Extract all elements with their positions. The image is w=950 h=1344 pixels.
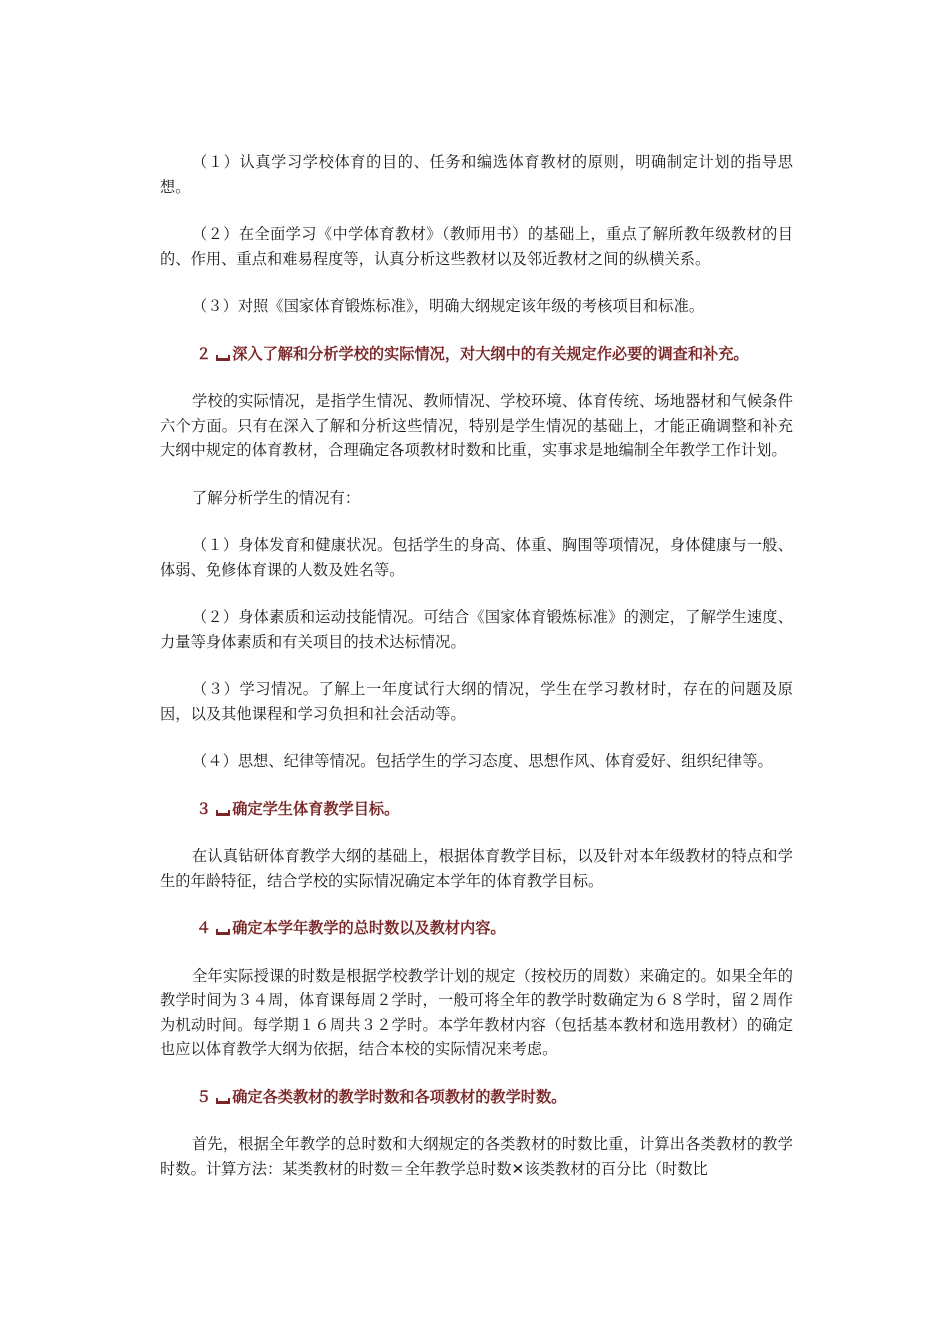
section-heading-3 [160, 797, 793, 822]
paragraph-6: （１）身体发育和健康状况。包括学生的身高、体重、胸围等项情况，身体健康与一般、体弱、免修体育课的人数及姓名等。 [160, 536, 793, 579]
section-number: ５ [196, 1087, 212, 1106]
paragraph-4: 学校的实际情况，是指学生情况、教师情况、学校环境、体育传统、场地器材和气候条件六个方面。只有在深入了解和分析这些情况，特别是学生情况的基础上，才能正确调整和补充大纲中规定的体育教材，合理确定各项教材时数和比重，实事求是地编制全年教学工作计划。 [160, 392, 793, 459]
paragraph-3: （３）对照《国家体育锻炼标准》，明确大纲规定该年级的考核项目和标准。 [192, 297, 705, 315]
paragraph-9: （４）思想、纪律等情况。包括学生的学习态度、思想作风、体育爱好、组织纪律等。 [192, 752, 773, 770]
bullet-mark-icon [216, 1098, 230, 1104]
section-heading-4 [160, 916, 793, 941]
paragraph-8: （３）学习情况。了解上一年度试行大纲的情况，学生在学习教材时，存在的问题及原因，以及其他课程和学习负担和社会活动等。 [160, 680, 793, 723]
paragraph-2: （２）在全面学习《中学体育教材》（教师用书）的基础上，重点了解所教年级教材的目的、作用、重点和难易程度等，认真分析这些教材以及邻近教材之间的纵横关系。 [160, 225, 793, 268]
section-title: 确定各类教材的教学时数和各项教材的教学时数。 [232, 1087, 567, 1106]
document-body [160, 150, 793, 1204]
paragraph-12: 首先，根据全年教学的总时数和大纲规定的各类教材的时数比重，计算出各类教材的教学时数。计算方法：某类教材的时数＝全年教学总时数✕该类教材的百分比（时数比 [160, 1135, 793, 1178]
bullet-mark-icon [216, 810, 230, 816]
bullet-mark-icon [216, 355, 230, 361]
section-heading-2 [160, 342, 793, 367]
paragraph-10: 在认真钻研体育教学大纲的基础上，根据体育教学目标，以及针对本年级教材的特点和学生的年龄特征，结合学校的实际情况确定本学年的体育教学目标。 [160, 847, 793, 890]
section-title: 确定学生体育教学目标。 [232, 799, 400, 818]
section-heading-5 [160, 1085, 793, 1110]
paragraph-1: （１）认真学习学校体育的目的、任务和编选体育教材的原则，明确制定计划的指导思想。 [160, 153, 793, 196]
paragraph-11: 全年实际授课的时数是根据学校教学计划的规定（按校历的周数）来确定的。如果全年的教学时间为３４周，体育课每周２学时，一般可将全年的教学时数确定为６８学时，留２周作为机动时间。每学期１６周共３２学时。本学年教材内容（包括基本教材和选用教材）的确定也应以体育教学大纲为依据，结合本校的实际情况来考虑。 [160, 966, 793, 1058]
section-title: 确定本学年教学的总时数以及教材内容。 [232, 919, 506, 937]
bullet-mark-icon [216, 929, 230, 935]
section-number: ３ [196, 799, 212, 818]
section-title: 深入了解和分析学校的实际情况，对大纲中的有关规定作必要的调查和补充。 [232, 344, 749, 363]
section-number: ４ [196, 919, 212, 937]
section-number: ２ [196, 344, 212, 363]
paragraph-5: 了解分析学生的情况有： [192, 488, 361, 507]
paragraph-7: （２）身体素质和运动技能情况。可结合《国家体育锻炼标准》的测定，了解学生速度、力量等身体素质和有关项目的技术达标情况。 [160, 608, 793, 651]
